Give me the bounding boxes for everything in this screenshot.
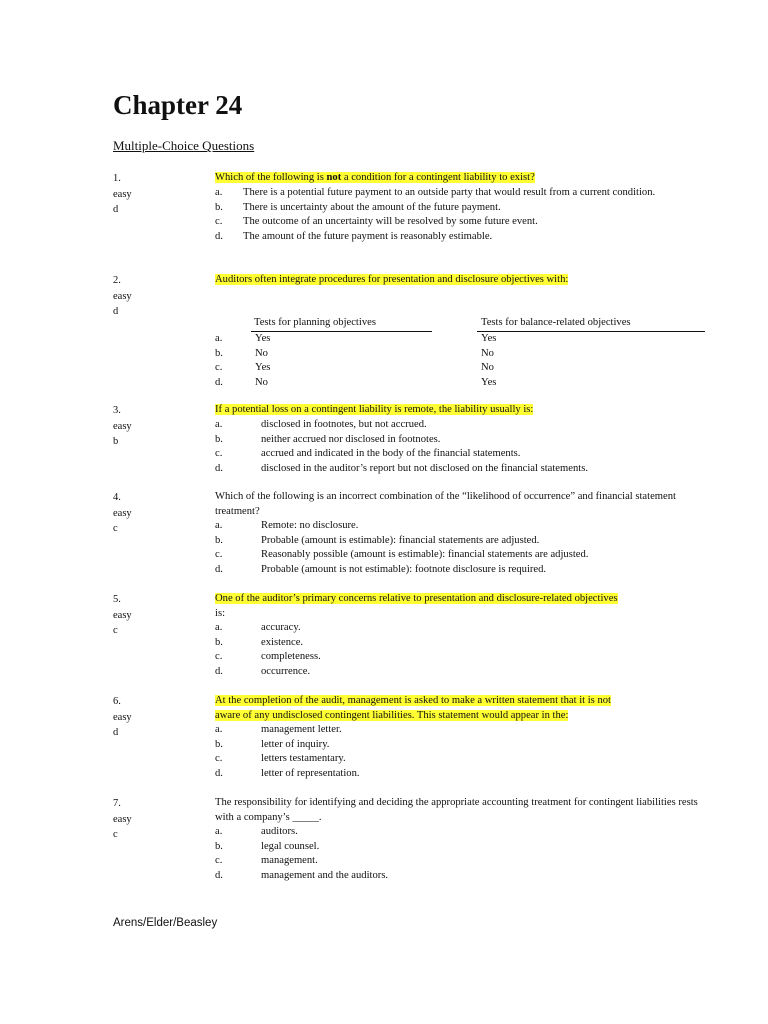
choice-letter: a. — [215, 419, 223, 430]
question-difficulty: easy — [113, 609, 132, 621]
choice-letter: b. — [215, 433, 223, 445]
question-number: 6. — [113, 696, 121, 707]
table-cell: No — [481, 362, 494, 373]
choice-letter: c. — [215, 753, 223, 764]
choice-letter: a. — [215, 187, 223, 198]
question-meta — [113, 273, 193, 320]
stem-emphasis: not — [326, 172, 342, 183]
table-cell: No — [481, 347, 494, 359]
question-number: 2. — [113, 275, 121, 286]
choice-text: Remote: no disclosure. — [261, 520, 359, 531]
choice-text: occurrence. — [261, 665, 311, 677]
question-number: 5. — [113, 594, 121, 605]
choice-text: management and the auditors. — [261, 869, 389, 881]
question-stem — [215, 592, 702, 621]
choice — [215, 215, 705, 230]
table-header — [215, 316, 705, 332]
choice-text: neither accrued nor disclosed in footnotes. — [261, 433, 441, 445]
choice-letter: d. — [215, 230, 223, 242]
choice-letter: c. — [215, 651, 223, 662]
choice-letter: a. — [215, 333, 223, 344]
choice — [215, 636, 705, 651]
choice-text: The amount of the future payment is reasonably estimable. — [243, 230, 493, 242]
choice — [215, 854, 705, 869]
choice — [215, 825, 705, 840]
question-answer: c — [113, 829, 118, 840]
choice-text: management letter. — [261, 724, 342, 735]
question-answer: b — [113, 436, 119, 447]
choice — [215, 462, 705, 477]
choice-text: Reasonably possible (amount is estimable): financial statements are adjusted. — [261, 549, 589, 560]
choice — [215, 723, 705, 738]
column-header: Tests for balance-related objectives — [477, 316, 705, 332]
question-difficulty: easy — [113, 711, 132, 723]
choice-list — [215, 519, 705, 577]
choice-text: completeness. — [261, 651, 321, 662]
stem-text: is: — [215, 607, 226, 619]
stem-highlight: aware of any undisclosed contingent liabilities. This statement would appear in the: — [215, 709, 569, 721]
table-cell: Yes — [255, 362, 271, 373]
question-answer: d — [113, 306, 119, 317]
stem-highlight: Auditors often integrate procedures for presentation and disclosure objectives with: — [215, 274, 569, 285]
choice — [215, 519, 705, 534]
choice-letter: b. — [215, 534, 223, 546]
chapter-title: Chapter 24 — [113, 90, 243, 120]
choice-text: letters testamentary. — [261, 753, 346, 764]
choice-letter: d. — [215, 767, 223, 779]
choice-letter: c. — [215, 549, 223, 560]
choice — [215, 201, 705, 216]
question-answer: d — [113, 727, 119, 738]
choice — [215, 534, 705, 549]
choice — [215, 840, 705, 855]
table-cell: Yes — [255, 333, 271, 344]
choice — [215, 621, 705, 636]
choice-text: existence. — [261, 636, 304, 648]
choice — [215, 767, 705, 782]
choice-letter: b. — [215, 738, 223, 750]
choice-letter: b. — [215, 347, 223, 359]
table-row — [215, 376, 705, 391]
question-number: 1. — [113, 173, 121, 184]
question-meta — [113, 694, 193, 741]
stem-highlight: If a potential loss on a contingent liability is remote, the liability usually is: — [215, 404, 534, 415]
stem-highlight — [215, 172, 535, 183]
stem-highlight: At the completion of the audit, management is asked to make a written statement that it is not — [215, 695, 611, 706]
question-meta — [113, 403, 193, 450]
question-stem: The responsibility for identifying and deciding the appropriate accounting treatment for contingent liabilities rests with a company’s _____. — [215, 797, 698, 823]
question-difficulty: easy — [113, 813, 132, 825]
table-row — [215, 347, 705, 362]
choice-text: letter of representation. — [261, 767, 360, 779]
question-number: 7. — [113, 798, 121, 809]
choice — [215, 650, 705, 665]
choice-letter: c. — [215, 855, 223, 866]
choice-list — [215, 723, 705, 781]
question-stem — [215, 273, 702, 288]
choice-letter: c. — [215, 448, 223, 459]
choice-text: management. — [261, 855, 318, 866]
choice — [215, 433, 705, 448]
question-meta — [113, 171, 193, 218]
choice-letter: d. — [215, 462, 223, 474]
table-row — [215, 332, 705, 347]
table-cell: Yes — [481, 333, 497, 344]
question-stem — [215, 403, 702, 418]
question-answer: d — [113, 204, 119, 215]
table-cell: No — [255, 376, 268, 388]
choice — [215, 418, 705, 433]
choice-list — [215, 825, 705, 883]
question-meta — [113, 796, 193, 843]
question-answer: c — [113, 523, 118, 534]
choice-text: Probable (amount is not estimable): footnote disclosure is required. — [261, 563, 547, 575]
choice-list — [215, 418, 705, 476]
answer-table — [215, 316, 705, 390]
choice-letter: d. — [215, 563, 223, 575]
question-meta — [113, 490, 193, 537]
question-answer: c — [113, 625, 118, 636]
choice-letter: a. — [215, 520, 223, 531]
choice-text: accrued and indicated in the body of the financial statements. — [261, 448, 521, 459]
choice-letter: a. — [215, 622, 223, 633]
question-difficulty: easy — [113, 420, 132, 432]
choice-text: letter of inquiry. — [261, 738, 330, 750]
choice — [215, 447, 705, 462]
question-meta — [113, 592, 193, 639]
table-cell: Yes — [481, 376, 497, 388]
question-difficulty: easy — [113, 188, 132, 200]
choice — [215, 186, 705, 201]
question-difficulty: easy — [113, 507, 132, 519]
choice-text: disclosed in footnotes, but not accrued. — [261, 419, 427, 430]
choice-letter: d. — [215, 869, 223, 881]
choice-letter: c. — [215, 362, 223, 373]
choice-letter: b. — [215, 201, 223, 213]
choice-text: legal counsel. — [261, 840, 320, 852]
stem-text: Which of the following is — [215, 172, 327, 183]
choice-letter: d. — [215, 376, 223, 388]
choice-text: There is uncertainty about the amount of the future payment. — [243, 201, 501, 213]
question-stem — [215, 694, 702, 723]
choice-letter: c. — [215, 216, 223, 227]
choice-letter: b. — [215, 636, 223, 648]
choice — [215, 738, 705, 753]
choice — [215, 563, 705, 578]
choice — [215, 548, 705, 563]
choice-text: There is a potential future payment to an outside party that would result from a current condition. — [243, 187, 656, 198]
question-stem — [215, 171, 702, 186]
question-number: 3. — [113, 405, 121, 416]
choice-letter: a. — [215, 724, 223, 735]
table-row — [215, 361, 705, 376]
section-title: Multiple-Choice Questions — [113, 138, 255, 153]
page-footer: Arens/Elder/Beasley — [113, 917, 218, 929]
choice-letter: d. — [215, 665, 223, 677]
choice-list — [215, 186, 705, 244]
question-stem: Which of the following is an incorrect combination of the “likelihood of occurrence” and financial statement treatment? — [215, 491, 676, 517]
question-difficulty: easy — [113, 290, 132, 302]
choice-text: auditors. — [261, 826, 298, 837]
choice — [215, 869, 705, 884]
table-cell: No — [255, 347, 268, 359]
stem-highlight: One of the auditor’s primary concerns relative to presentation and disclosure-related objectives — [215, 593, 618, 604]
choice-text: The outcome of an uncertainty will be resolved by some future event. — [243, 216, 538, 227]
choice-list — [215, 621, 705, 679]
choice — [215, 752, 705, 767]
stem-text: a condition for a contingent liability to exist? — [341, 172, 535, 183]
choice — [215, 230, 705, 245]
question-number: 4. — [113, 492, 121, 503]
choice-letter: b. — [215, 840, 223, 852]
choice-text: Probable (amount is estimable): financial statements are adjusted. — [261, 534, 540, 546]
choice — [215, 665, 705, 680]
choice-text: accuracy. — [261, 622, 301, 633]
column-header: Tests for planning objectives — [251, 316, 432, 332]
choice-letter: a. — [215, 826, 223, 837]
choice-text: disclosed in the auditor’s report but not disclosed on the financial statements. — [261, 462, 588, 474]
